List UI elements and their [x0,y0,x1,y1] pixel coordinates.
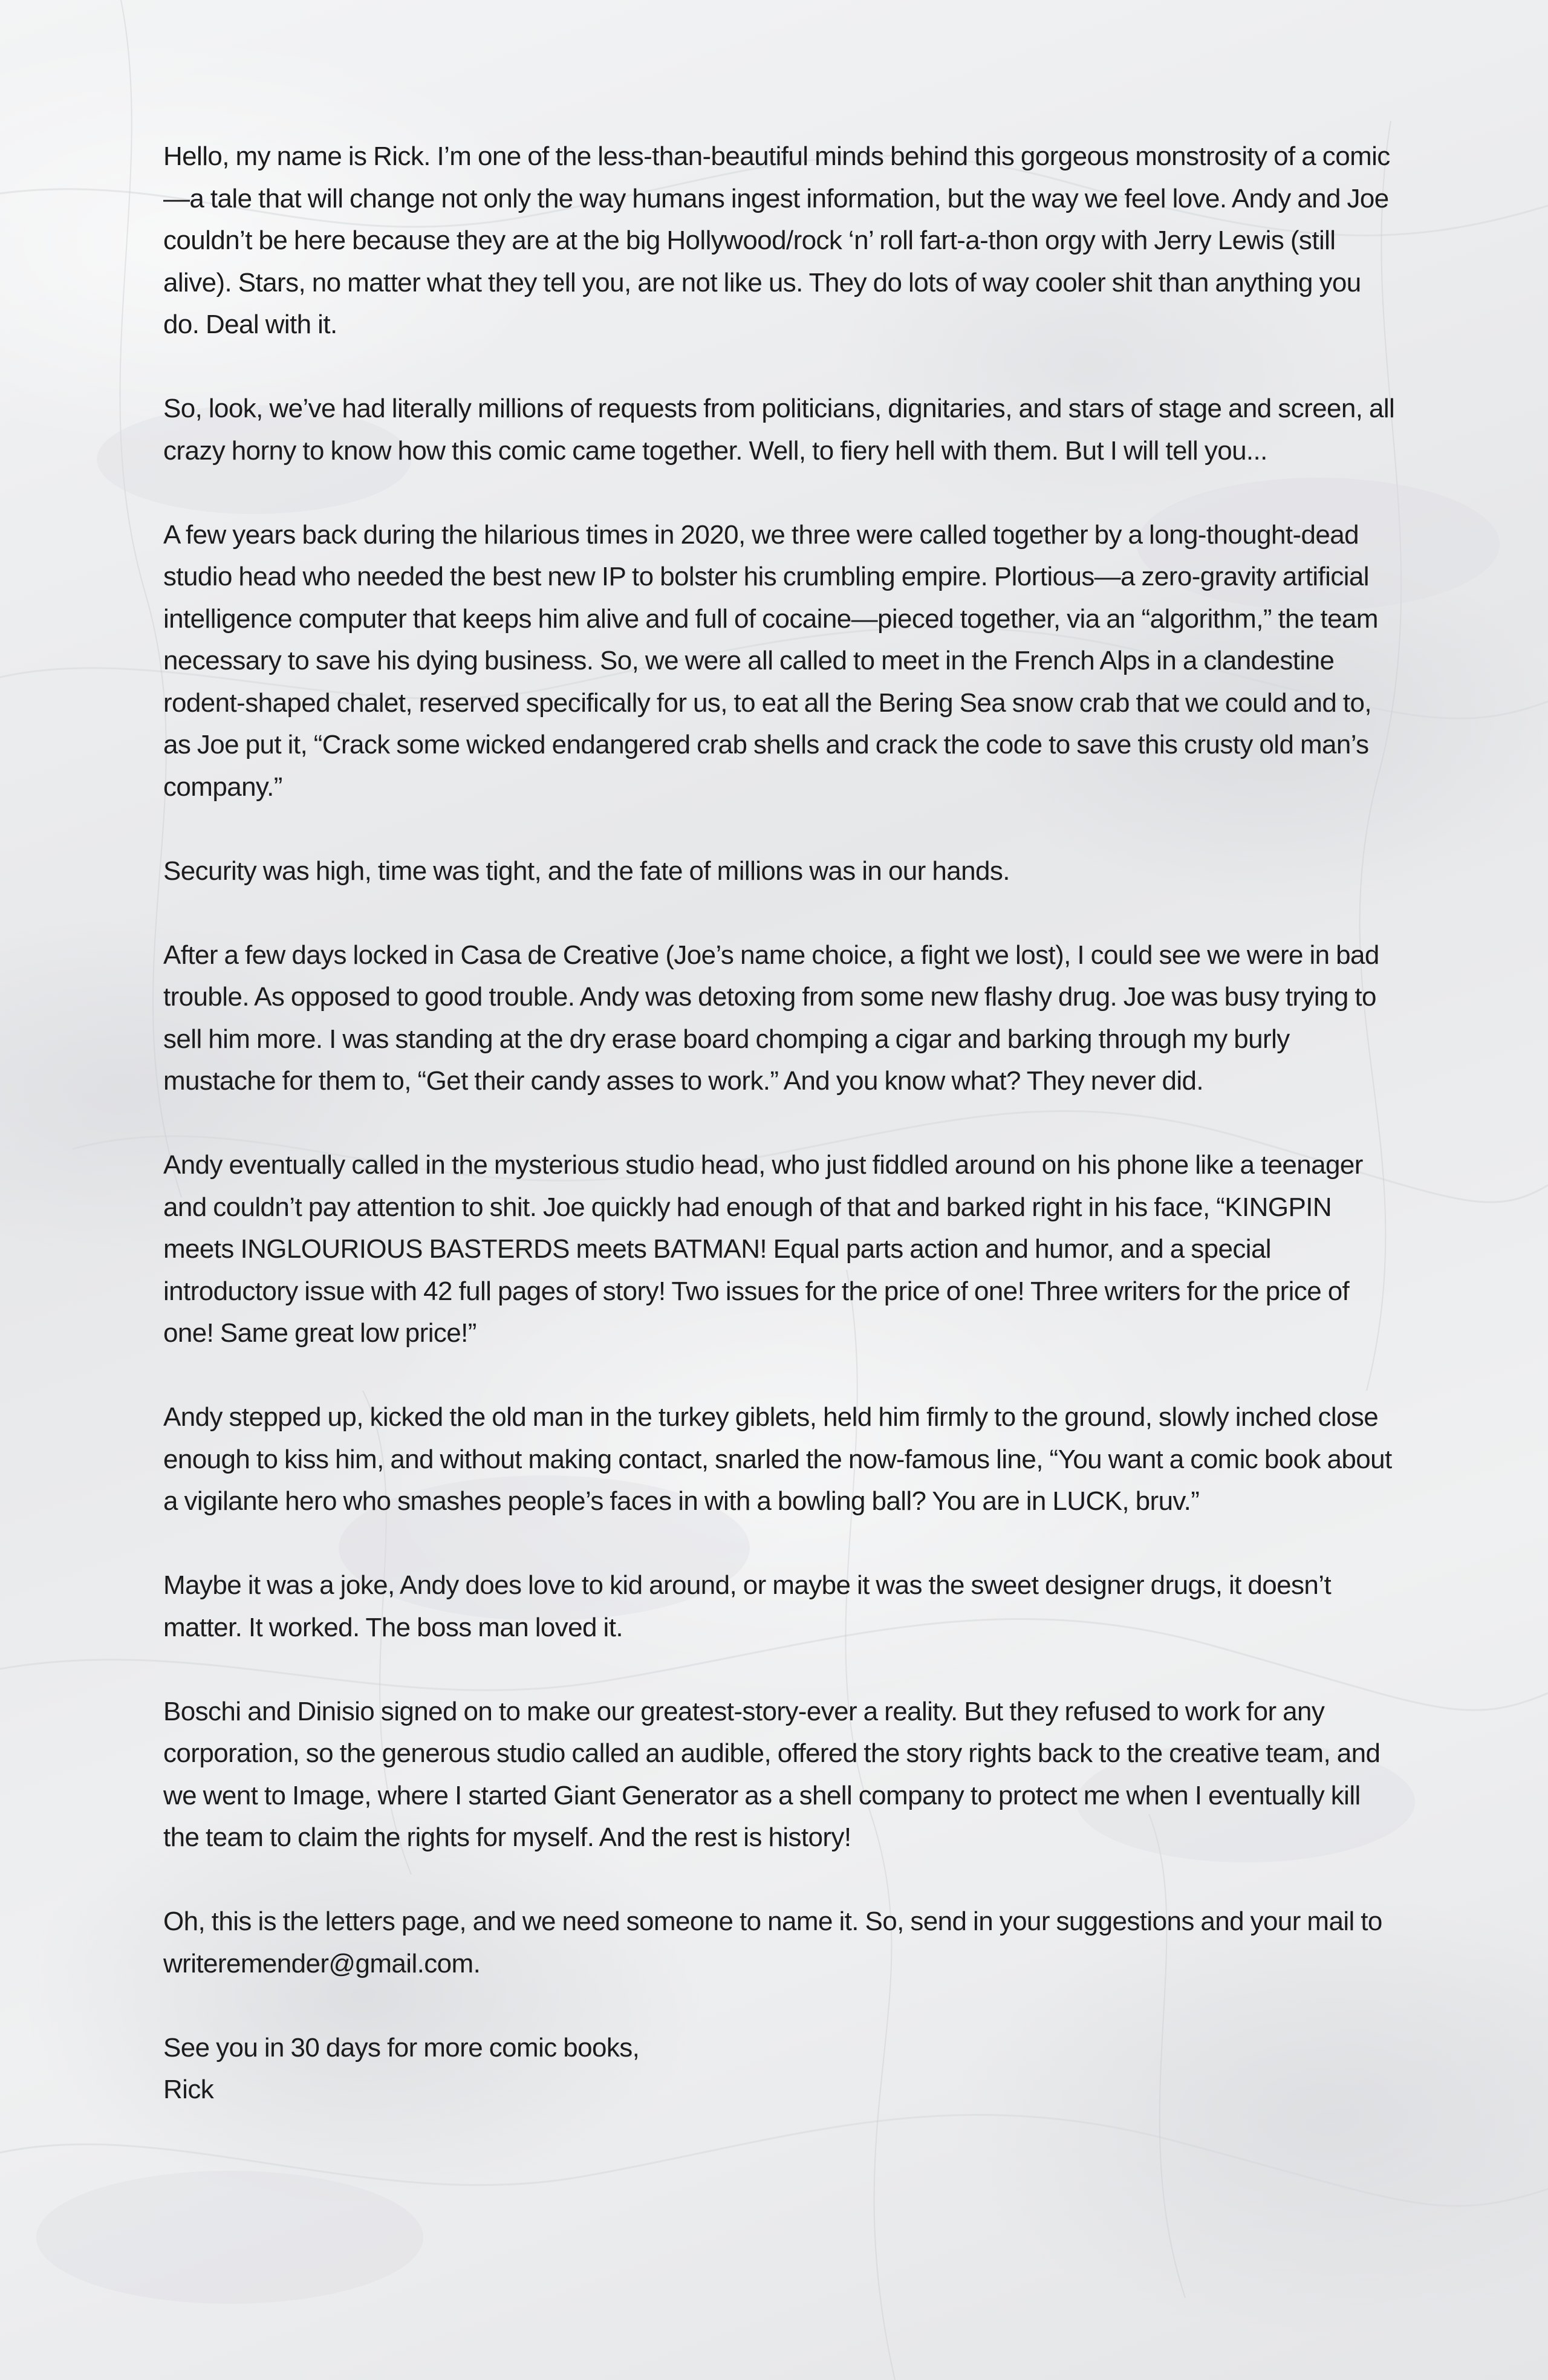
letter-paragraph-10: Oh, this is the letters page, and we need someone to name it. So, send in your suggestions and your mail to writeremender@gmail.com. [163,1907,1382,1978]
letter-paragraph-1: Hello, my name is Rick. I’m one of the less-than-beautiful minds behind this gorgeous monstrosity of a comic—a tale that will change not only the way humans ingest information, but the way we feel love. Andy and Joe couldn’t be here because they are at the big Hollywood/rock ‘n’ roll fart-a-thon orgy with Jerry Lewis (still alive). Stars, no matter what they tell you, are not like us. They do lots of way cooler shit than anything you do. Deal with it. [163,141,1390,339]
letter-body [163,135,1397,2111]
letter-paragraph-7: Andy stepped up, kicked the old man in the turkey giblets, held him firmly to the ground, slowly inched close enough to kiss him, and without making contact, snarled the now-famous line, “You want a comic book about a vigilante hero who smashes people’s faces in with a bowling ball? You are in LUCK, bruv.” [163,1402,1392,1516]
sign-off [163,2027,1397,2111]
closing-line: See you in 30 days for more comic books, [163,2032,640,2063]
letter-paragraph-9: Boschi and Dinisio signed on to make our greatest-story-ever a reality. But they refused to work for any corporation, so the generous studio called an audible, offered the story rights back to the creative team, and we went to Image, where I started Giant Generator as a shell company to protect me when I eventually kill the team to claim the rights for myself. And the rest is history! [163,1696,1381,1852]
letter-paragraph-2: So, look, we’ve had literally millions of requests from politicians, dignitaries, and stars of stage and screen, all crazy horny to know how this comic came together. Well, to fiery hell with them. But I will tell you... [163,394,1395,466]
letter-paragraph-8: Maybe it was a joke, Andy does love to kid around, or maybe it was the sweet designer drugs, it doesn’t matter. It worked. The boss man loved it. [163,1570,1332,1642]
signature: Rick [163,2075,214,2104]
letter-paragraph-4: Security was high, time was tight, and the fate of millions was in our hands. [163,856,1010,886]
letter-paragraph-3: A few years back during the hilarious times in 2020, we three were called together by a long-thought-dead studio head who needed the best new IP to bolster his crumbling empire. Plortious—a zero-gravity artificial intelligence computer that keeps him alive and full of cocaine—pieced together, via an “algorithm,” the team necessary to save his dying business. So, we were all called to meet in the French Alps in a clandestine rodent-shaped chalet, reserved specifically for us, to eat all the Bering Sea snow crab that we could and to, as Joe put it, “Crack some wicked endangered crab shells and crack the code to save this crusty old man’s company.” [163,519,1378,802]
letter-paragraph-5: After a few days locked in Casa de Creative (Joe’s name choice, a fight we lost), I could see we were in bad trouble. As opposed to good trouble. Andy was detoxing from some new flashy drug. Joe was busy trying to sell him more. I was standing at the dry erase board chomping a cigar and barking through my burly mustache for them to, “Get their candy asses to work.” And you know what? They never did. [163,940,1379,1096]
letter-paragraph-6: Andy eventually called in the mysterious studio head, who just fiddled around on his phone like a teenager and couldn’t pay attention to shit. Joe quickly had enough of that and barked right in his face, “KINGPIN meets INGLOURIOUS BASTERDS meets BATMAN! Equal parts action and humor, and a special introductory issue with 42 full pages of story! Two issues for the price of one! Three writers for the price of one! Same great low price!” [163,1150,1363,1348]
